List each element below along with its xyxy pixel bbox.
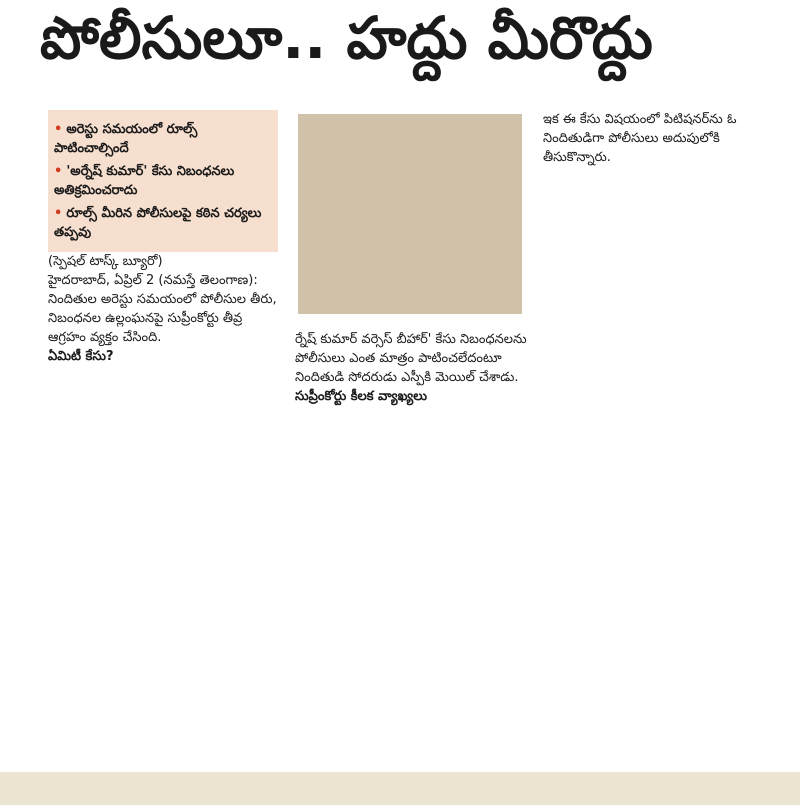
highlight-item: • 'అర్నేష్ కుమార్' కేసు నిబంధనలు అతిక్రమించరాదు [54,164,235,198]
supreme-court-photo [298,114,522,314]
subheading: ఏమిటీ కేసు? [48,349,114,364]
paragraph: ఇక ఈ కేసు విషయంలో పిటిషనర్‌ను ఓ నిందితుడిగా పోలీసులు అదుపులోకి తీసుకొన్నారు. [543,112,737,165]
subheading: సుప్రీంకోర్టు కీలక వ్యాఖ్యలు [295,389,427,404]
paragraph: ర్నేష్ కుమార్ వర్సెస్ బీహార్' కేసు నిబంధనలను పోలీసులు ఎంత మాత్రం పాటించలేదంటూ నిందితుడి సోదరుడు ఎస్పీకి మెయిల్ చేశాడు. [295,332,527,385]
column-1 [48,110,278,366]
next-article-strip [0,772,800,805]
highlight-item: • రూల్స్ మీరిన పోలీసులపై కఠిన చర్యలు తప్పవు [54,206,262,240]
byline: (స్పెషల్ టాస్క్ బ్యూరో) [48,254,163,269]
headline: పోలీసులూ.. హద్దు మీరొద్దు [40,4,653,72]
paragraph: నిందితుల అరెస్టు సమయంలో పోలీసుల తీరు, నిబంధనల ఉల్లంఘనపై సుప్రీంకోర్టు తీవ్ర ఆగ్రహం వ్యక్తం చేసింది. [48,292,277,345]
column-2 [295,330,527,406]
column-3 [543,110,763,167]
highlights-box [48,110,278,252]
paragraph: హైదరాబాద్, ఏప్రిల్ 2 (నమస్తే తెలంగాణ): [48,273,258,288]
highlight-item: • అరెస్టు సమయంలో రూల్స్ పాటించాల్సిందే [54,122,198,156]
